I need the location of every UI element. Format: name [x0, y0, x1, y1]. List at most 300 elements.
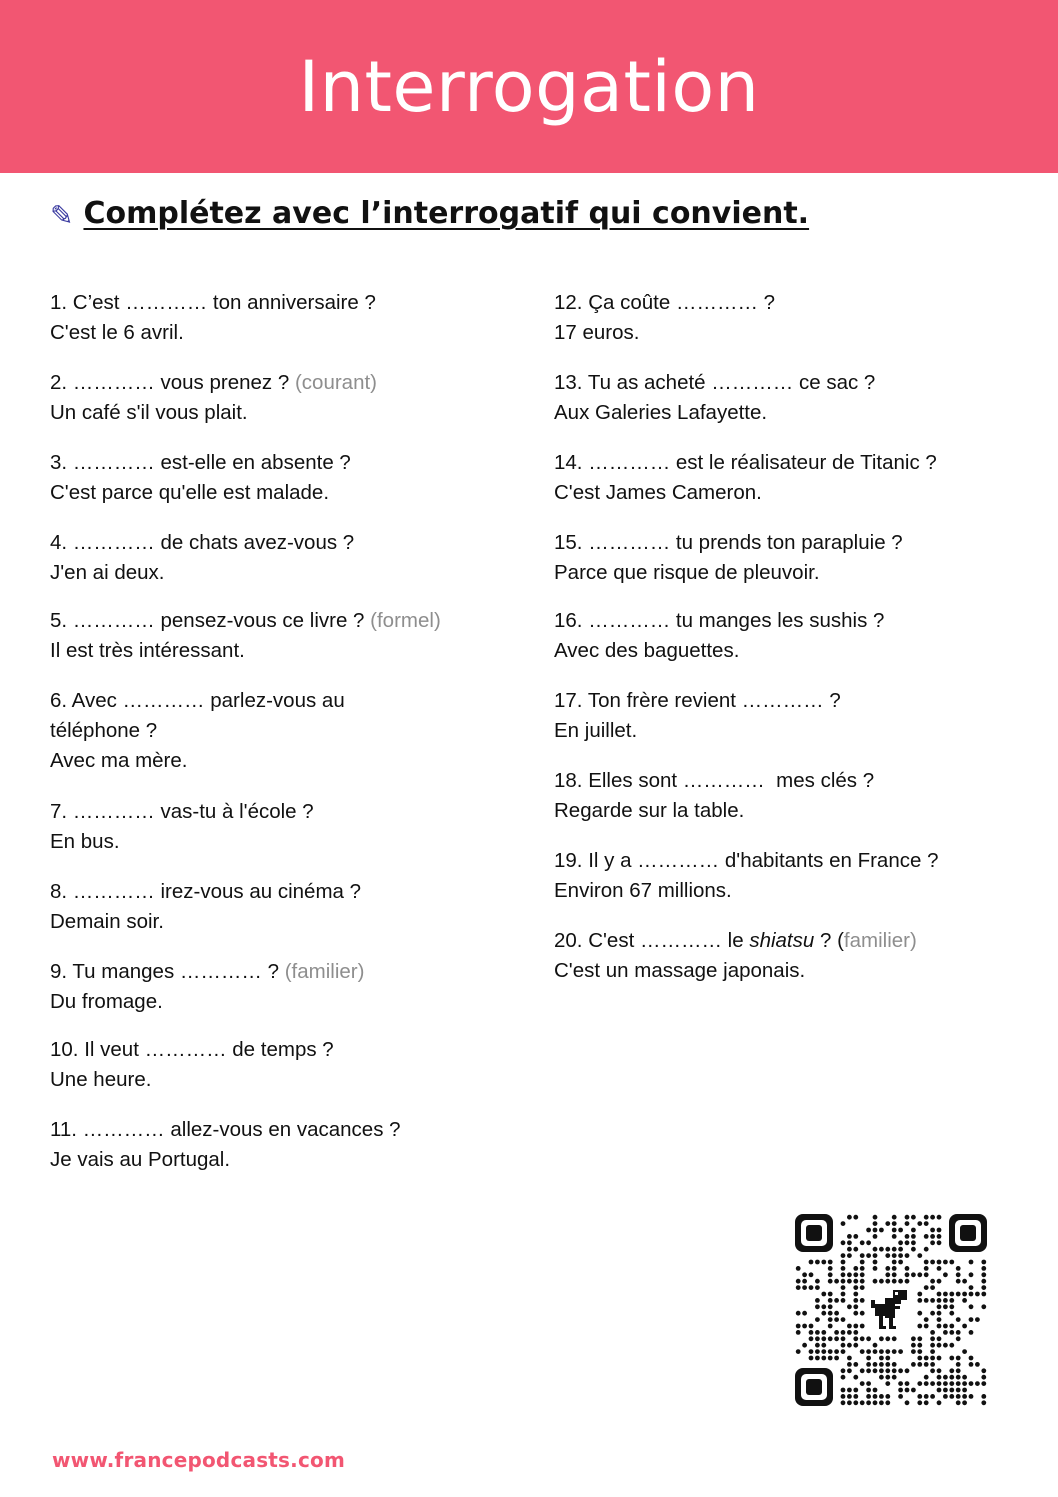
qr-module	[981, 1368, 986, 1373]
qr-module	[930, 1279, 935, 1284]
qr-module	[898, 1260, 903, 1265]
qr-module	[873, 1362, 878, 1367]
qr-module	[879, 1356, 884, 1361]
qr-module	[796, 1349, 801, 1354]
pencil-icon: ✎	[50, 199, 74, 232]
exercise-9	[50, 957, 364, 1017]
qr-module	[962, 1388, 967, 1393]
qr-module	[815, 1317, 820, 1322]
qr-module	[969, 1272, 974, 1277]
qr-module	[866, 1349, 871, 1354]
qr-module	[905, 1279, 910, 1284]
title-banner	[0, 0, 1058, 173]
qr-module	[841, 1266, 846, 1271]
qr-module	[866, 1228, 871, 1233]
qr-module	[949, 1343, 954, 1348]
qr-module	[898, 1247, 903, 1252]
qr-module	[905, 1368, 910, 1373]
qr-module	[924, 1298, 929, 1303]
qr-module	[885, 1279, 890, 1284]
qr-module	[956, 1279, 961, 1284]
answer-text: 17 euros.	[554, 321, 640, 344]
qr-module	[892, 1349, 897, 1354]
qr-module	[943, 1298, 948, 1303]
qr-module	[873, 1394, 878, 1399]
qr-module	[924, 1375, 929, 1380]
question-text: 7. ………… vas-tu à l'école ?	[50, 800, 314, 823]
qr-module	[898, 1381, 903, 1386]
qr-module	[905, 1400, 910, 1405]
qr-module	[853, 1266, 858, 1271]
qr-module	[924, 1260, 929, 1265]
qr-module	[847, 1394, 852, 1399]
qr-module	[937, 1336, 942, 1341]
qr-module	[898, 1368, 903, 1373]
qr-module	[917, 1394, 922, 1399]
qr-module	[949, 1324, 954, 1329]
qr-module	[853, 1330, 858, 1335]
qr-module	[981, 1272, 986, 1277]
qr-module	[930, 1349, 935, 1354]
qr-module	[930, 1330, 935, 1335]
qr-module	[802, 1285, 807, 1290]
qr-module	[956, 1381, 961, 1386]
qr-module	[815, 1260, 820, 1265]
qr-module	[924, 1247, 929, 1252]
qr-module	[879, 1362, 884, 1367]
qr-module	[930, 1356, 935, 1361]
qr-module	[943, 1343, 948, 1348]
qr-module	[828, 1304, 833, 1309]
exercise-20	[554, 926, 917, 986]
qr-module	[860, 1368, 865, 1373]
register-note: (courant)	[294, 371, 377, 394]
qr-module	[841, 1388, 846, 1393]
qr-module	[969, 1394, 974, 1399]
qr-module	[815, 1343, 820, 1348]
qr-module	[956, 1292, 961, 1297]
qr-module	[911, 1247, 916, 1252]
qr-module	[847, 1247, 852, 1252]
qr-module	[873, 1228, 878, 1233]
qr-module	[847, 1362, 852, 1367]
qr-module	[860, 1311, 865, 1316]
qr-module	[879, 1279, 884, 1284]
qr-module	[802, 1272, 807, 1277]
question-text: 8. ………… irez-vous au cinéma ?	[50, 880, 362, 903]
qr-module	[853, 1304, 858, 1309]
answer-text: Avec ma mère.	[50, 749, 188, 772]
qr-module	[860, 1272, 865, 1277]
exercise-17	[554, 686, 841, 746]
qr-module	[937, 1260, 942, 1265]
qr-module	[841, 1253, 846, 1258]
question-text: 15. ………… tu prends ton parapluie ?	[554, 531, 903, 554]
qr-module	[809, 1272, 814, 1277]
qr-module	[821, 1311, 826, 1316]
qr-module	[924, 1266, 929, 1271]
qr-module	[924, 1272, 929, 1277]
qr-module	[815, 1298, 820, 1303]
question-text: 1. C’est ………… ton anniversaire ?	[50, 291, 376, 314]
qr-module	[866, 1368, 871, 1373]
qr-module	[809, 1324, 814, 1329]
qr-module	[911, 1272, 916, 1277]
qr-module	[821, 1356, 826, 1361]
qr-module	[841, 1336, 846, 1341]
qr-module	[853, 1298, 858, 1303]
qr-module	[828, 1272, 833, 1277]
qr-module	[821, 1330, 826, 1335]
qr-module	[841, 1375, 846, 1380]
qr-module	[962, 1394, 967, 1399]
exercise-7	[50, 797, 314, 857]
qr-module	[873, 1349, 878, 1354]
qr-module	[943, 1292, 948, 1297]
qr-module	[815, 1304, 820, 1309]
exercise-15	[554, 528, 903, 588]
qr-module	[892, 1272, 897, 1277]
qr-module	[853, 1400, 858, 1405]
qr-module	[885, 1221, 890, 1226]
qr-module	[943, 1272, 948, 1277]
qr-module	[911, 1343, 916, 1348]
qr-module	[841, 1330, 846, 1335]
exercise-18	[554, 766, 874, 826]
qr-module	[866, 1400, 871, 1405]
qr-module	[905, 1266, 910, 1271]
qr-module	[949, 1304, 954, 1309]
qr-module	[879, 1349, 884, 1354]
qr-module	[828, 1324, 833, 1329]
qr-module	[917, 1292, 922, 1297]
qr-module	[981, 1381, 986, 1386]
qr-module	[917, 1324, 922, 1329]
question-text: 4. ………… de chats avez-vous ?	[50, 531, 355, 554]
exercise-2	[50, 368, 377, 428]
qr-module	[815, 1349, 820, 1354]
question-text: 16. ………… tu manges les sushis ?	[554, 609, 885, 632]
qr-module	[905, 1253, 910, 1258]
question-text-end: ? (	[814, 929, 844, 952]
qr-module	[796, 1266, 801, 1271]
qr-module	[969, 1292, 974, 1297]
answer-text: Je vais au Portugal.	[50, 1148, 231, 1171]
exercise-5	[50, 606, 441, 666]
qr-module	[943, 1260, 948, 1265]
qr-module	[860, 1279, 865, 1284]
qr-module	[937, 1292, 942, 1297]
exercise-16	[554, 606, 884, 666]
answer-text: C'est James Cameron.	[554, 481, 762, 504]
qr-module	[834, 1336, 839, 1341]
qr-module	[962, 1349, 967, 1354]
qr-module	[905, 1381, 910, 1386]
qr-module	[860, 1400, 865, 1405]
qr-module	[841, 1400, 846, 1405]
qr-module	[879, 1394, 884, 1399]
qr-module	[962, 1324, 967, 1329]
qr-module	[834, 1311, 839, 1316]
question-text: 6. Avec ………… parlez-vous au	[50, 689, 345, 712]
qr-module	[821, 1292, 826, 1297]
qr-module	[937, 1317, 942, 1322]
qr-module	[949, 1381, 954, 1386]
qr-module	[853, 1215, 858, 1220]
qr-module	[873, 1234, 878, 1239]
qr-module	[930, 1234, 935, 1239]
qr-module	[917, 1362, 922, 1367]
qr-module	[924, 1356, 929, 1361]
qr-module	[917, 1253, 922, 1258]
qr-module	[853, 1285, 858, 1290]
qr-module	[949, 1356, 954, 1361]
qr-module	[873, 1247, 878, 1252]
qr-module	[847, 1215, 852, 1220]
qr-module	[924, 1285, 929, 1290]
qr-module	[802, 1311, 807, 1316]
qr-module	[847, 1234, 852, 1239]
qr-module	[962, 1400, 967, 1405]
qr-module	[853, 1324, 858, 1329]
qr-module	[943, 1375, 948, 1380]
qr-module	[809, 1336, 814, 1341]
qr-module	[937, 1311, 942, 1316]
qr-module	[828, 1292, 833, 1297]
answer-text: En juillet.	[554, 719, 638, 742]
qr-module	[930, 1298, 935, 1303]
qr-module	[821, 1349, 826, 1354]
qr-module	[949, 1298, 954, 1303]
qr-module	[847, 1253, 852, 1258]
qr-module	[937, 1368, 942, 1373]
qr-module	[853, 1279, 858, 1284]
qr-module	[853, 1336, 858, 1341]
exercise-14	[554, 448, 937, 508]
qr-module	[860, 1285, 865, 1290]
qr-module	[949, 1311, 954, 1316]
qr-module	[911, 1362, 916, 1367]
qr-module	[873, 1368, 878, 1373]
qr-module	[885, 1349, 890, 1354]
qr-module	[917, 1298, 922, 1303]
qr-module	[841, 1279, 846, 1284]
qr-module	[885, 1400, 890, 1405]
qr-module	[828, 1260, 833, 1265]
qr-module	[924, 1221, 929, 1226]
qr-module	[815, 1279, 820, 1284]
qr-module	[969, 1381, 974, 1386]
qr-module	[981, 1260, 986, 1265]
qr-module	[853, 1394, 858, 1399]
qr-module	[937, 1234, 942, 1239]
qr-module	[821, 1336, 826, 1341]
qr-module	[847, 1324, 852, 1329]
qr-module	[841, 1343, 846, 1348]
qr-module	[834, 1349, 839, 1354]
qr-module	[828, 1336, 833, 1341]
qr-module	[905, 1221, 910, 1226]
qr-module	[924, 1362, 929, 1367]
qr-module	[873, 1343, 878, 1348]
qr-module	[937, 1228, 942, 1233]
answer-text: Environ 67 millions.	[554, 879, 732, 902]
qr-module	[956, 1362, 961, 1367]
register-note: (familier)	[284, 960, 365, 983]
qr-module	[879, 1375, 884, 1380]
qr-module	[930, 1336, 935, 1341]
qr-module	[905, 1272, 910, 1277]
qr-module	[943, 1304, 948, 1309]
qr-module	[962, 1279, 967, 1284]
qr-module	[917, 1336, 922, 1341]
answer-text: En bus.	[50, 830, 120, 853]
qr-module	[969, 1362, 974, 1367]
qr-module	[949, 1388, 954, 1393]
qr-module	[898, 1388, 903, 1393]
qr-module	[969, 1356, 974, 1361]
qr-module	[873, 1266, 878, 1271]
qr-module	[917, 1343, 922, 1348]
qr-module	[841, 1298, 846, 1303]
qr-module	[930, 1285, 935, 1290]
qr-module	[956, 1388, 961, 1393]
question-text: 17. Ton frère revient ………… ?	[554, 689, 841, 712]
qr-module	[879, 1336, 884, 1341]
instruction-text: Complétez avec l’interrogatif qui convient.	[83, 196, 810, 231]
qr-module	[873, 1260, 878, 1265]
qr-module	[866, 1362, 871, 1367]
qr-module	[917, 1311, 922, 1316]
qr-module	[969, 1304, 974, 1309]
qr-module	[981, 1279, 986, 1284]
qr-module	[949, 1260, 954, 1265]
qr-module	[924, 1317, 929, 1322]
qr-module	[956, 1356, 961, 1361]
question-text-continued: téléphone ?	[50, 719, 158, 742]
qr-module	[841, 1292, 846, 1297]
qr-module	[930, 1343, 935, 1348]
qr-module	[937, 1279, 942, 1284]
qr-module	[981, 1285, 986, 1290]
qr-module	[860, 1253, 865, 1258]
answer-text: Demain soir.	[50, 910, 164, 933]
qr-module	[821, 1304, 826, 1309]
qr-module	[981, 1394, 986, 1399]
qr-module	[937, 1375, 942, 1380]
qr-module	[828, 1279, 833, 1284]
qr-finder-top-left	[795, 1214, 833, 1252]
exercise-12	[554, 288, 775, 348]
qr-module	[828, 1266, 833, 1271]
exercise-13	[554, 368, 875, 428]
qr-module	[847, 1330, 852, 1335]
qr-module	[796, 1311, 801, 1316]
qr-module	[860, 1324, 865, 1329]
qr-module	[949, 1368, 954, 1373]
qr-module	[841, 1349, 846, 1354]
qr-module	[917, 1272, 922, 1277]
exercise-19	[554, 846, 939, 906]
qr-module	[879, 1368, 884, 1373]
qr-module	[892, 1266, 897, 1271]
qr-module	[873, 1253, 878, 1258]
qr-module	[917, 1400, 922, 1405]
qr-module	[937, 1215, 942, 1220]
qr-module	[834, 1356, 839, 1361]
qr-module	[847, 1240, 852, 1245]
qr-module	[943, 1330, 948, 1335]
qr-module	[981, 1292, 986, 1297]
qr-module	[815, 1330, 820, 1335]
qr-module	[885, 1253, 890, 1258]
qr-module	[956, 1375, 961, 1380]
exercise-11	[50, 1115, 401, 1175]
answer-text: Un café s'il vous plait.	[50, 401, 248, 424]
qr-module	[828, 1356, 833, 1361]
qr-module	[975, 1362, 980, 1367]
qr-module	[841, 1272, 846, 1277]
qr-module	[917, 1381, 922, 1386]
qr-module	[809, 1330, 814, 1335]
qr-module	[937, 1324, 942, 1329]
qr-module	[924, 1394, 929, 1399]
qr-module	[911, 1240, 916, 1245]
qr-module	[892, 1375, 897, 1380]
qr-module	[796, 1285, 801, 1290]
qr-module	[866, 1356, 871, 1361]
qr-module	[796, 1279, 801, 1284]
qr-module	[853, 1362, 858, 1367]
question-text: 10. Il veut ………… de temps ?	[50, 1038, 334, 1061]
qr-module	[860, 1298, 865, 1303]
qr-module	[924, 1324, 929, 1329]
exercise-6	[50, 686, 345, 776]
qr-module	[802, 1279, 807, 1284]
instruction	[50, 196, 809, 231]
qr-module	[815, 1285, 820, 1290]
register-note: familier)	[843, 929, 917, 952]
question-text: 20. C'est ………… le	[554, 929, 750, 952]
answer-text: Parce que risque de pleuvoir.	[554, 561, 820, 584]
qr-module	[847, 1279, 852, 1284]
qr-module	[898, 1228, 903, 1233]
qr-module	[866, 1336, 871, 1341]
question-text: 13. Tu as acheté ………… ce sac ?	[554, 371, 876, 394]
qr-module	[930, 1362, 935, 1367]
qr-module	[885, 1336, 890, 1341]
qr-code-icon[interactable]	[795, 1214, 987, 1406]
qr-module	[841, 1221, 846, 1226]
qr-module	[969, 1317, 974, 1322]
qr-module	[885, 1356, 890, 1361]
dinosaur-icon	[867, 1286, 915, 1334]
qr-module	[911, 1336, 916, 1341]
qr-module	[898, 1279, 903, 1284]
qr-module	[892, 1247, 897, 1252]
qr-module	[853, 1311, 858, 1316]
qr-module	[898, 1394, 903, 1399]
website-link[interactable]: www.francepodcasts.com	[52, 1448, 345, 1472]
qr-module	[809, 1349, 814, 1354]
qr-module	[956, 1266, 961, 1271]
qr-module	[892, 1336, 897, 1341]
qr-module	[860, 1349, 865, 1354]
question-emphasis: shiatsu	[749, 929, 815, 952]
qr-module	[962, 1298, 967, 1303]
answer-text: Une heure.	[50, 1068, 152, 1091]
answer-text: Regarde sur la table.	[554, 799, 745, 822]
